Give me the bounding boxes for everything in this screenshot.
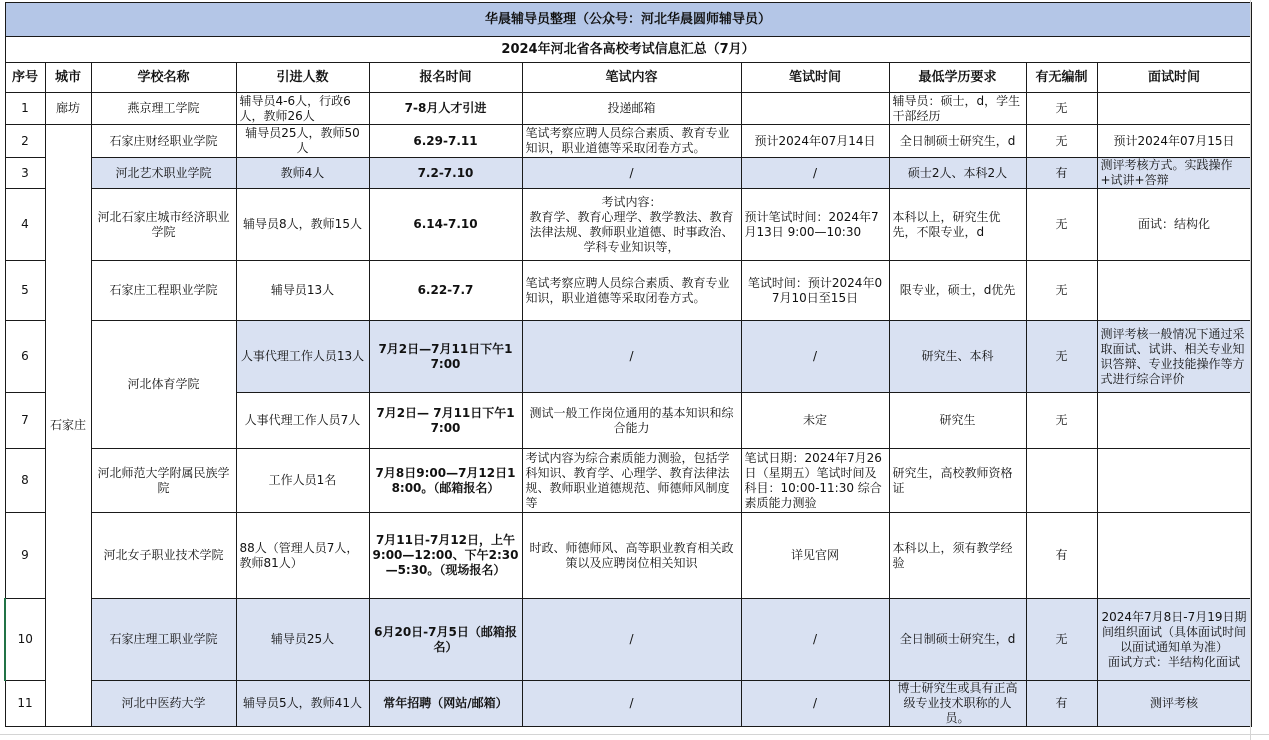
cell-interview[interactable]: 测评考核方式。实践操作+试讲+答辩: [1097, 158, 1251, 189]
cell-content[interactable]: 考试内容为综合素质能力测验，包括学科知识、教育学、心理学、教育法律法规、教师职业道德规范、师德师风制度等: [522, 449, 741, 513]
cell-content[interactable]: 投递邮箱: [522, 93, 741, 125]
cell-edu[interactable]: 硕士2人、本科2人: [889, 158, 1026, 189]
cell-exam-time[interactable]: 预计2024年07月14日: [741, 125, 889, 158]
cell-count[interactable]: 辅导员8人，教师15人: [236, 189, 369, 261]
cell-bianzhi[interactable]: 无: [1026, 393, 1097, 449]
cell-count[interactable]: 88人（管理人员7人，教师81人）: [236, 513, 369, 599]
cell-signup[interactable]: 6月20日-7月5日（邮箱报名）: [369, 599, 522, 681]
header-bianzhi[interactable]: 有无编制: [1026, 63, 1097, 93]
cell-bianzhi[interactable]: 无: [1026, 599, 1097, 681]
cell-bianzhi[interactable]: [1026, 449, 1097, 513]
cell-bianzhi[interactable]: 有: [1026, 158, 1097, 189]
cell-interview[interactable]: 2024年7月8日-7月19日期间组织面试（具体面试时间以面试通知单为准） 面试方式：半结构化面试: [1097, 599, 1251, 681]
cell-count[interactable]: 辅导员25人: [236, 599, 369, 681]
cell-signup[interactable]: 7月2日— 7月11日下午17:00: [369, 393, 522, 449]
cell-exam-time[interactable]: 未定: [741, 393, 889, 449]
header-interview[interactable]: 面试时间: [1097, 63, 1251, 93]
cell-exam-time[interactable]: 详见官网: [741, 513, 889, 599]
cell-school[interactable]: 河北女子职业技术学院: [91, 513, 236, 599]
cell-signup[interactable]: 7.2-7.10: [369, 158, 522, 189]
sheet-gridline: [0, 734, 1269, 735]
cell-school[interactable]: 河北中医药大学: [91, 681, 236, 727]
cell-bianzhi[interactable]: 无: [1026, 321, 1097, 393]
cell-school[interactable]: 石家庄财经职业学院: [91, 125, 236, 158]
cell-count[interactable]: 工作人员1名: [236, 449, 369, 513]
cell-bianzhi[interactable]: 无: [1026, 189, 1097, 261]
table-row: [5, 189, 1251, 261]
cell-edu[interactable]: 博士研究生或具有正高级专业技术职称的人员。: [889, 681, 1026, 727]
cell-city-langfang[interactable]: 廊坊: [45, 93, 91, 125]
table-row: [5, 449, 1251, 513]
cell-interview[interactable]: 面试：结构化: [1097, 189, 1251, 261]
cell-no[interactable]: 11: [5, 681, 45, 727]
cell-count[interactable]: 辅导员13人: [236, 261, 369, 321]
cell-no[interactable]: 7: [5, 393, 45, 449]
cell-school[interactable]: 燕京理工学院: [91, 93, 236, 125]
cell-edu[interactable]: 辅导员：硕士，d，学生干部经历: [889, 93, 1026, 125]
cell-exam-time[interactable]: /: [741, 599, 889, 681]
cell-count[interactable]: 辅导员25人，教师50人: [236, 125, 369, 158]
header-content[interactable]: 笔试内容: [522, 63, 741, 93]
cell-exam-time[interactable]: [741, 93, 889, 125]
cell-bianzhi[interactable]: 有: [1026, 513, 1097, 599]
cell-no[interactable]: 8: [5, 449, 45, 513]
cell-content[interactable]: 考试内容： 教育学、教育心理学、教学教法、教育法律法规、教师职业道德、时事政治、学科专业知识等，: [522, 189, 741, 261]
cell-exam-time[interactable]: /: [741, 321, 889, 393]
cell-count[interactable]: 教师4人: [236, 158, 369, 189]
cell-interview[interactable]: 测评考核一般情况下通过采取面试、试讲、相关专业知识答辩、专业技能操作等方式进行综合评价: [1097, 321, 1251, 393]
cell-interview[interactable]: 测评考核: [1097, 681, 1251, 727]
cell-content[interactable]: 时政、师德师风、高等职业教育相关政策以及应聘岗位相关知识: [522, 513, 741, 599]
spreadsheet: [4, 2, 1250, 727]
cell-no[interactable]: 9: [5, 513, 45, 599]
cell-city-shijiazhuang[interactable]: 石家庄: [45, 125, 91, 727]
cell-content[interactable]: 笔试考察应聘人员综合素质、教育专业知识，职业道德等采取闭卷方式。: [522, 261, 741, 321]
header-signup[interactable]: 报名时间: [369, 63, 522, 93]
cell-no[interactable]: 3: [5, 158, 45, 189]
header-row: [5, 63, 1251, 93]
table-row: [5, 513, 1251, 599]
cell-bianzhi[interactable]: 有: [1026, 681, 1097, 727]
table-row: [5, 321, 1251, 393]
cell-signup[interactable]: 7月8日9:00—7月12日18:00。（邮箱报名）: [369, 449, 522, 513]
cell-count[interactable]: 辅导员4-6人，行政6人，教师26人: [236, 93, 369, 125]
cell-school[interactable]: 河北师范大学附属民族学院: [91, 449, 236, 513]
cell-content[interactable]: /: [522, 599, 741, 681]
cell-bianzhi[interactable]: 无: [1026, 93, 1097, 125]
cell-content[interactable]: /: [522, 681, 741, 727]
table-row: [5, 599, 1251, 681]
sheet-subtitle: 2024年河北省各高校考试信息汇总（7月）: [5, 37, 1251, 63]
cell-school[interactable]: 石家庄理工职业学院: [91, 599, 236, 681]
cell-edu[interactable]: 限专业，硕士，d优先: [889, 261, 1026, 321]
cell-interview[interactable]: [1097, 393, 1251, 449]
cell-exam-time[interactable]: 笔试时间：预计2024年07月10日至15日: [741, 261, 889, 321]
cell-count[interactable]: 辅导员5人，教师41人: [236, 681, 369, 727]
cell-edu[interactable]: 本科以上，研究生优先，不限专业，d: [889, 189, 1026, 261]
cell-interview[interactable]: [1097, 93, 1251, 125]
header-edu[interactable]: 最低学历要求: [889, 63, 1026, 93]
cell-bianzhi[interactable]: 无: [1026, 125, 1097, 158]
cell-content[interactable]: /: [522, 158, 741, 189]
cell-no[interactable]: 1: [5, 93, 45, 125]
cell-signup[interactable]: 7-8月人才引进: [369, 93, 522, 125]
cell-no[interactable]: 10: [5, 599, 45, 681]
cell-no[interactable]: 4: [5, 189, 45, 261]
cell-edu[interactable]: 研究生，高校教师资格证: [889, 449, 1026, 513]
table-row: [5, 93, 1251, 125]
cell-school[interactable]: 石家庄工程职业学院: [91, 261, 236, 321]
table-row: [5, 158, 1251, 189]
cell-edu[interactable]: 本科以上，须有教学经验: [889, 513, 1026, 599]
cell-school[interactable]: 河北艺术职业学院: [91, 158, 236, 189]
cell-no[interactable]: 5: [5, 261, 45, 321]
cell-exam-time[interactable]: 预计笔试时间：2024年7月13日 9:00—10:30: [741, 189, 889, 261]
cell-exam-time[interactable]: /: [741, 681, 889, 727]
cell-no[interactable]: 2: [5, 125, 45, 158]
cell-content[interactable]: 测试一般工作岗位通用的基本知识和综合能力: [522, 393, 741, 449]
cell-signup[interactable]: 6.29-7.11: [369, 125, 522, 158]
cell-interview[interactable]: [1097, 513, 1251, 599]
cell-signup[interactable]: 7月11日-7月12日，上午9:00—12:00、下午2:30—5:30。（现场报名）: [369, 513, 522, 599]
banner-title: 华晨辅导员整理（公众号：河北华晨圆师辅导员）: [5, 3, 1251, 37]
cell-signup[interactable]: 7月2日—7月11日下午17:00: [369, 321, 522, 393]
sheet-gridline: [1250, 0, 1251, 740]
cell-interview[interactable]: [1097, 449, 1251, 513]
cell-interview[interactable]: [1097, 261, 1251, 321]
header-school[interactable]: 学校名称: [91, 63, 236, 93]
cell-edu[interactable]: 全日制硕士研究生，d: [889, 125, 1026, 158]
cell-content[interactable]: /: [522, 321, 741, 393]
header-exam-time[interactable]: 笔试时间: [741, 63, 889, 93]
cell-edu[interactable]: 全日制硕士研究生，d: [889, 599, 1026, 681]
cell-edu[interactable]: 研究生: [889, 393, 1026, 449]
cell-school[interactable]: 河北体育学院: [91, 321, 236, 449]
cell-content[interactable]: 笔试考察应聘人员综合素质、教育专业知识，职业道德等采取闭卷方式。: [522, 125, 741, 158]
header-city[interactable]: 城市: [45, 63, 91, 93]
cell-no[interactable]: 6: [5, 321, 45, 393]
exam-info-table: [4, 2, 1252, 727]
cell-bianzhi[interactable]: 无: [1026, 261, 1097, 321]
header-count[interactable]: 引进人数: [236, 63, 369, 93]
table-row: [5, 125, 1251, 158]
cell-edu[interactable]: 研究生、本科: [889, 321, 1026, 393]
cell-count[interactable]: 人事代理工作人员13人: [236, 321, 369, 393]
cell-exam-time[interactable]: /: [741, 158, 889, 189]
cell-school[interactable]: 河北石家庄城市经济职业学院: [91, 189, 236, 261]
table-row: [5, 681, 1251, 727]
cell-count[interactable]: 人事代理工作人员7人: [236, 393, 369, 449]
cell-exam-time[interactable]: 笔试日期：2024年7月26日（星期五）笔试时间及科目：10:00-11:30 综合素质能力测验: [741, 449, 889, 513]
table-row: [5, 261, 1251, 321]
header-no[interactable]: 序号: [5, 63, 45, 93]
cell-signup[interactable]: 6.22-7.7: [369, 261, 522, 321]
cell-signup[interactable]: 常年招聘（网站/邮箱）: [369, 681, 522, 727]
cell-interview[interactable]: 预计2024年07月15日: [1097, 125, 1251, 158]
cell-signup[interactable]: 6.14-7.10: [369, 189, 522, 261]
